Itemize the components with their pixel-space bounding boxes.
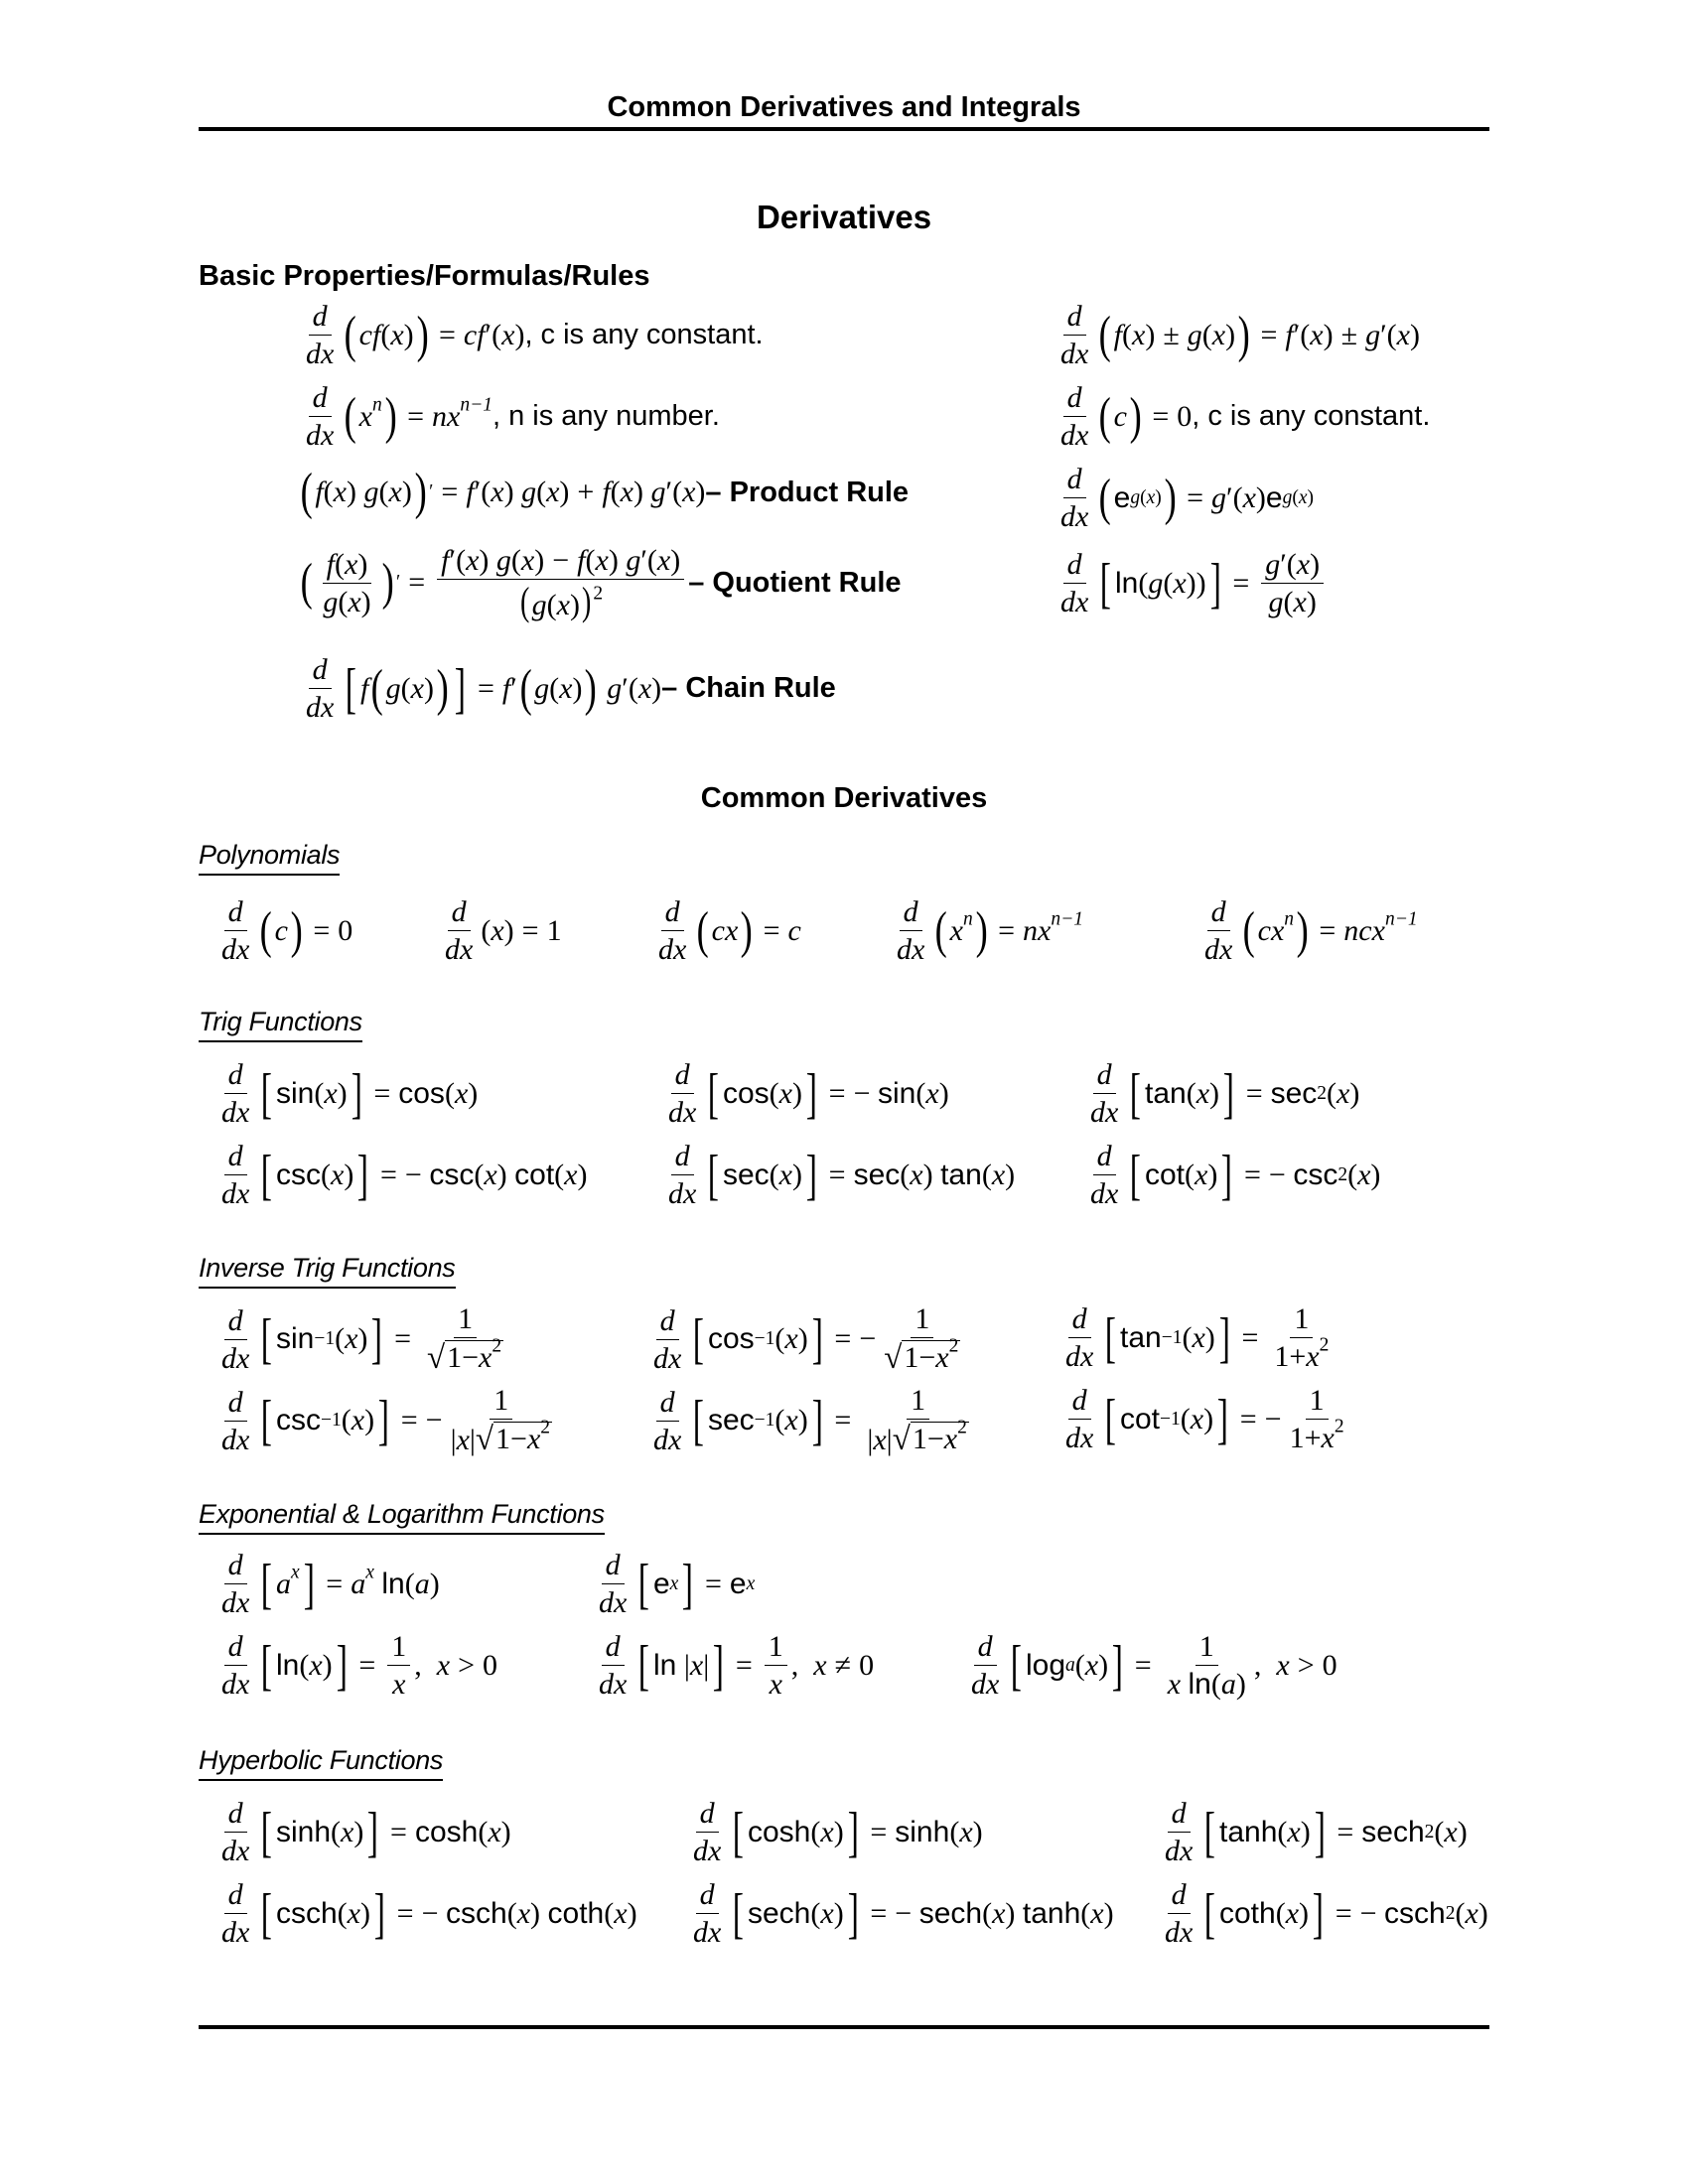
category-inverse-trig: Inverse Trig Functions (199, 1253, 456, 1289)
category-polynomials: Polynomials (199, 840, 340, 876)
rule-quotient: ( $\frac{f(x)}{g(x)}$ ) ′ = $\frac{f'(x) g(x) - f(x) g'(x)}{(g(x)) ^2}$ – Quotient Rule (300, 544, 902, 623)
invtrig-arccos: $\frac{d}{dx}$ [ cos −1 ( x ) ] = − 1 √ $1-x^2$ (653, 1302, 959, 1376)
constant-note: , c is any constant. (1192, 400, 1431, 432)
poly-identity: $\frac{d}{dx}$ ( x ) = 1 (445, 895, 562, 966)
page-header: Common Derivatives and Integrals (607, 91, 1081, 123)
trig-sec: $\frac{d}{dx}$ [ sec ( x ) ] = sec ( x ) tan ( x ) (668, 1140, 1016, 1210)
trig-cos: $\frac{d}{dx}$ [ cos ( x ) ] = − sin ( x ) (668, 1058, 949, 1129)
rule-exp-composite: $\frac{d}{dx}$ ( e g(x) ) = g ′( x ) e g(x) (1060, 463, 1314, 533)
poly-power: $\frac{d}{dx}$ ( $x^n$ ) = $nx^{n-1}$ (897, 895, 1083, 966)
constant-multiple-note: , c is any constant. (524, 319, 764, 350)
product-rule-label: – Product Rule (705, 476, 910, 508)
quotient-rule-label: – Quotient Rule (688, 566, 902, 599)
common-derivatives-heading: Common Derivatives (700, 782, 988, 814)
exp-general: $\frac{d}{dx}$ [ $a^x$ ] = $a^x$ ln ( a ) (221, 1549, 440, 1619)
invtrig-arccot: $\frac{d}{dx}$ [ cot −1 ( x ) ] = − $\frac{1}{1+x^2}$ (1065, 1384, 1344, 1454)
hyp-csch: $\frac{d}{dx}$ [ csch ( x ) ] = − csch ( x ) coth ( x ) (221, 1878, 637, 1949)
log-base-a: $\frac{d}{dx}$ [ log a ( x ) ] = $\frac{1}{\text{x ln(a)}}$ , x > 0 (971, 1630, 1337, 1701)
exp-natural: $\frac{d}{dx}$ [ e x ] = e x (599, 1549, 756, 1619)
hyp-sech: $\frac{d}{dx}$ [ sech ( x ) ] = − sech ( x ) tanh ( x ) (693, 1878, 1114, 1949)
footer-rule (199, 2025, 1489, 2029)
rule-sum-difference: $\frac{d}{dx}$ ( f ( x ) ± g ( x ) ) = f ′( x ) ± g ′( x ) (1060, 300, 1420, 370)
category-trig: Trig Functions (199, 1007, 362, 1042)
poly-scaled-power: $\frac{d}{dx}$ ( $cx^n$ ) = ncx$^{n-1}$ (1204, 895, 1418, 966)
hyp-sinh: $\frac{d}{dx}$ [ sinh ( x ) ] = cosh ( x ) (221, 1797, 511, 1867)
poly-constant: $\frac{d}{dx}$ ( c ) = 0 (221, 895, 353, 966)
hyp-cosh: $\frac{d}{dx}$ [ cosh ( x ) ] = sinh ( x ) (693, 1797, 983, 1867)
hyp-coth: $\frac{d}{dx}$ [ coth ( x ) ] = − csch 2 ( x ) (1165, 1878, 1488, 1949)
trig-cot: $\frac{d}{dx}$ [ cot ( x ) ] = − csc 2 ( x ) (1090, 1140, 1381, 1210)
trig-tan: $\frac{d}{dx}$ [ tan ( x ) ] = sec 2 ( x ) (1090, 1058, 1360, 1129)
rule-constant-multiple: $\frac{d}{dx}$ ( cf ( x ) ) = cf ′( x ) , c is any constant. (306, 300, 764, 370)
hyp-tanh: $\frac{d}{dx}$ [ tanh ( x ) ] = sech 2 ( x ) (1165, 1797, 1468, 1867)
log-absolute: $\frac{d}{dx}$ [ ln | x | ] = $\frac{1}{x}$ , x ≠ 0 (599, 1630, 875, 1701)
rule-log-composite: $\frac{d}{dx}$ [ ln ( g ( x )) ] = $\frac{g'(x)}{g(x)}$ (1053, 548, 1328, 618)
trig-sin: $\frac{d}{dx}$ [ sin ( x ) ] = cos ( x ) (221, 1058, 479, 1129)
chain-rule-label: – Chain Rule (661, 672, 836, 704)
category-hyperbolic: Hyperbolic Functions (199, 1745, 443, 1781)
invtrig-arctan: $\frac{d}{dx}$ [ tan −1 ( x ) ] = $\frac{1}{1+x^2}$ (1065, 1302, 1330, 1373)
rule-product: ( f ( x ) g ( x ) ) ′ = f ′( x ) g ( x ) + f ( x ) g ′( x ) – Product Rule (300, 464, 910, 520)
log-natural: $\frac{d}{dx}$ [ ln ( x ) ] = $\frac{1}{x}$ , x > 0 (221, 1630, 497, 1701)
rule-chain: $\frac{d}{dx}$ [ f ( g ( x ) ) ] = f ′ ( g ( x ) ) g ′( x ) – Chain Rule (306, 653, 836, 724)
header-rule (199, 127, 1489, 131)
poly-linear: $\frac{d}{dx}$ ( cx ) = c (658, 895, 801, 966)
trig-csc: $\frac{d}{dx}$ [ csc ( x ) ] = − csc ( x ) cot ( x ) (221, 1140, 588, 1210)
basic-heading: Basic Properties/Formulas/Rules (199, 260, 650, 292)
invtrig-arccsc: $\frac{d}{dx}$ [ csc −1 ( x ) ] = − 1 |x| √ $1-x^2$ (221, 1384, 551, 1457)
rule-constant: $\frac{d}{dx}$ ( c ) = 0 , c is any constant. (1060, 381, 1431, 452)
category-exp-log: Exponential & Logarithm Functions (199, 1499, 605, 1535)
invtrig-arcsec: $\frac{d}{dx}$ [ sec −1 ( x ) ] = 1 |x| √ $1-x^2$ (653, 1384, 967, 1457)
power-note: , n is any number. (492, 400, 720, 432)
rule-power: $\frac{d}{dx}$ ( $x^n$ ) = $nx^{n-1}$ , n is any number. (306, 381, 720, 452)
invtrig-arcsin: $\frac{d}{dx}$ [ sin −1 ( x ) ] = 1 √ $1-x^2$ (221, 1302, 502, 1376)
page-title: Derivatives (756, 199, 932, 235)
